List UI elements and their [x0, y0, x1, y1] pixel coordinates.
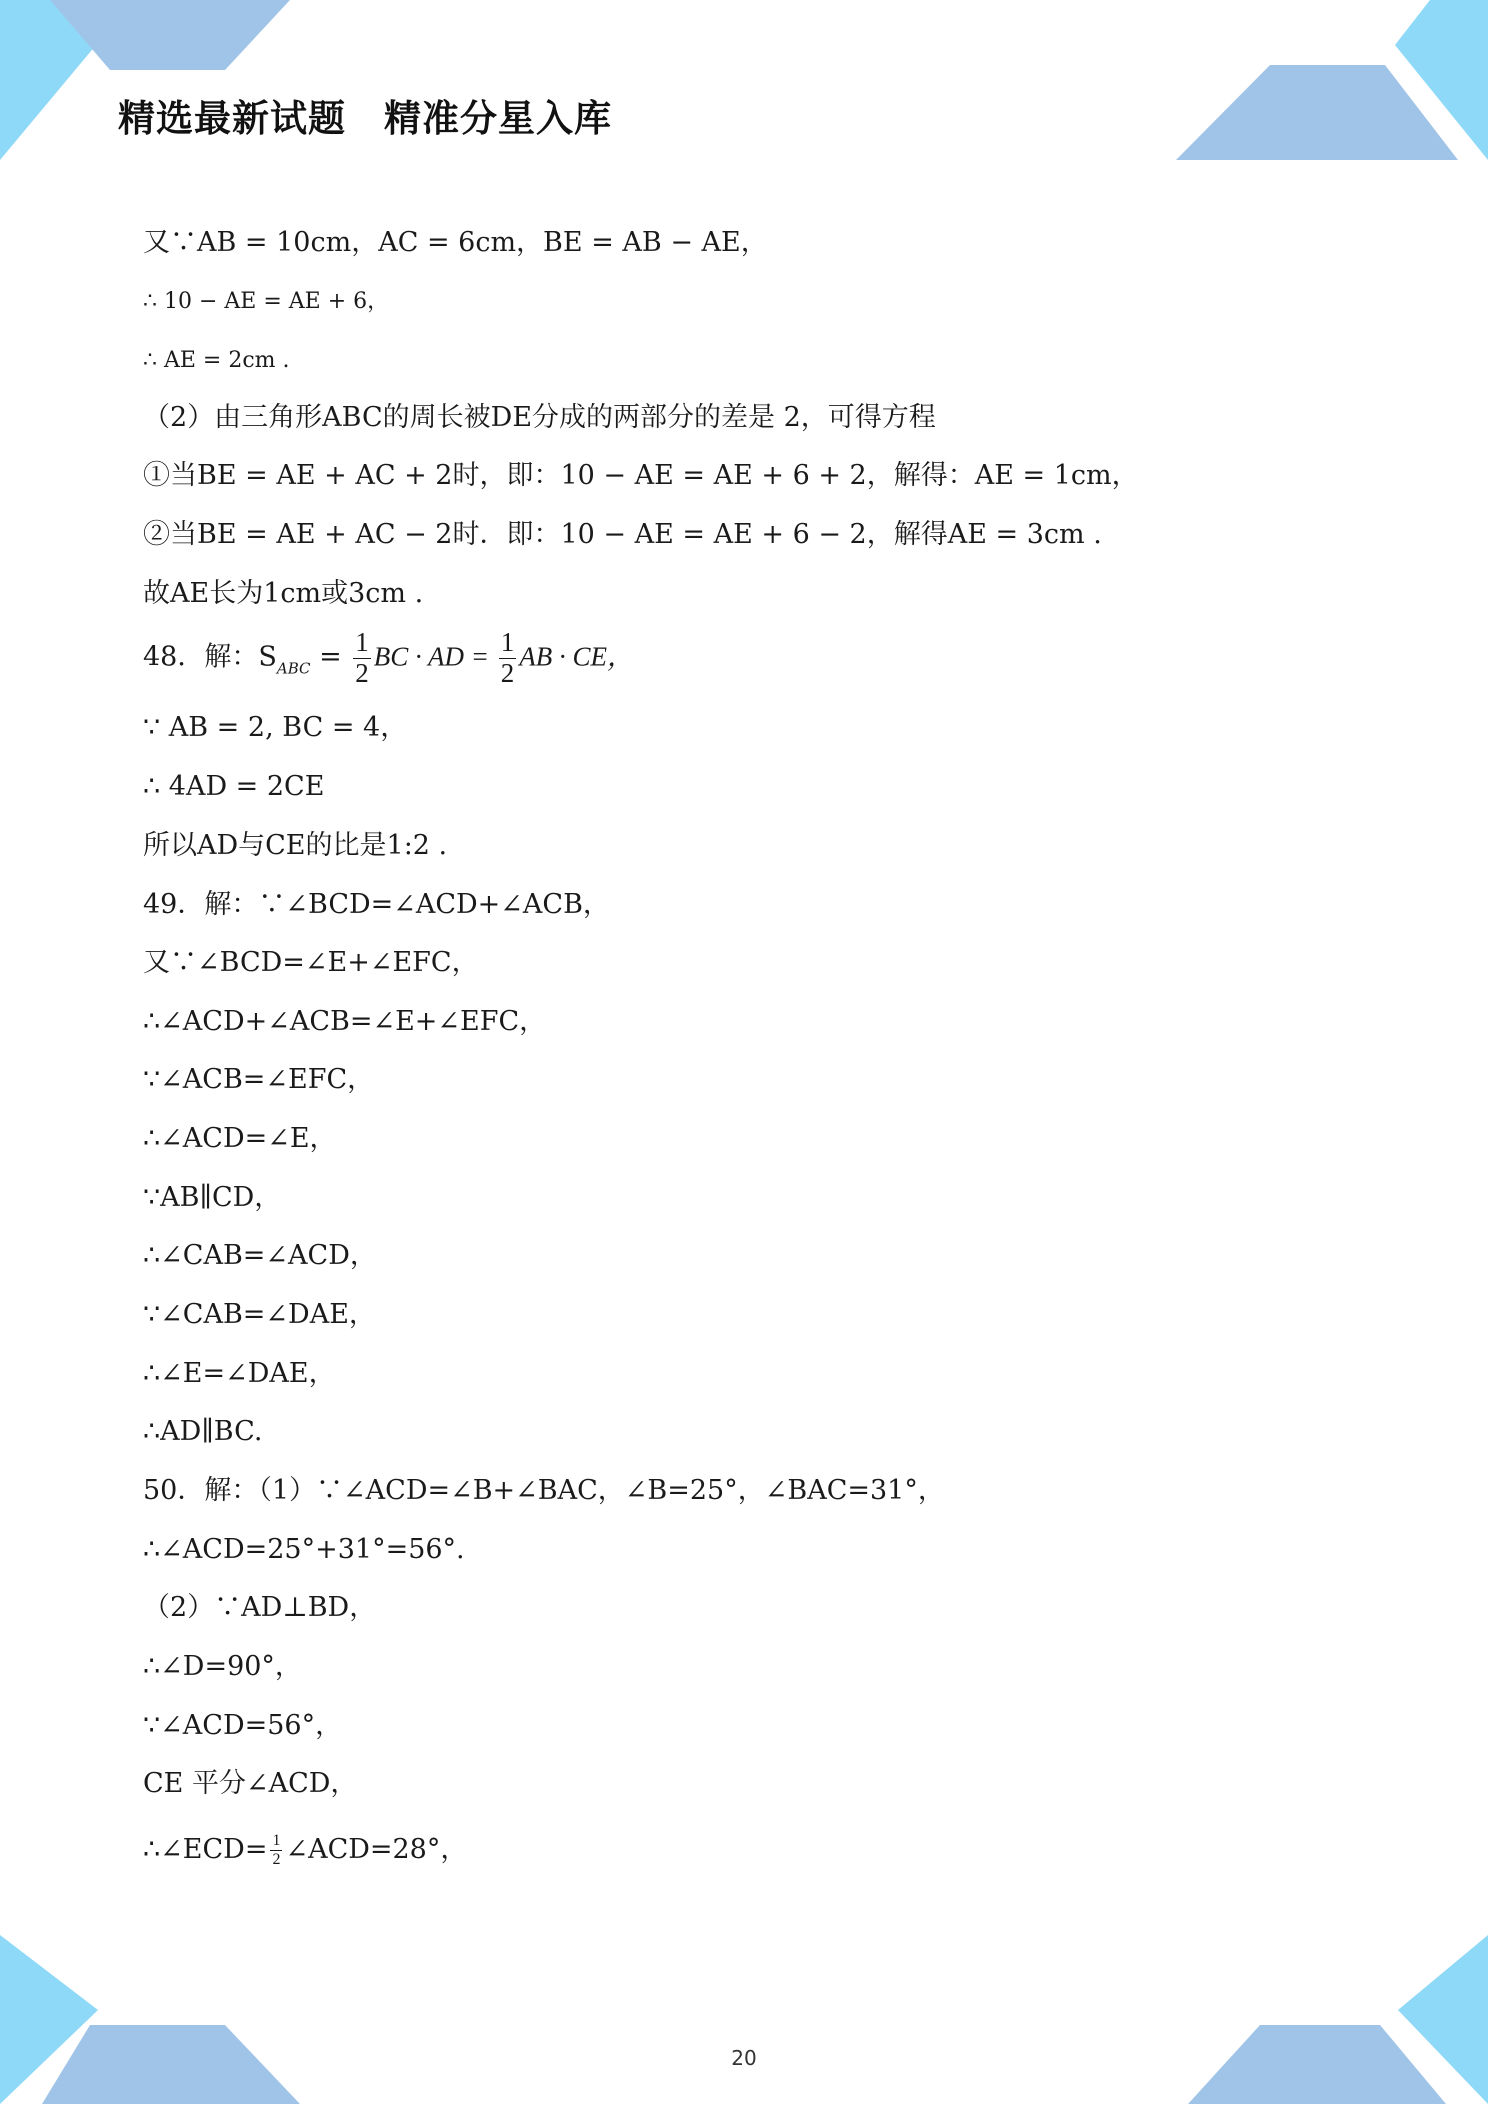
text-line: 又∵AB = 10cm，AC = 6cm，BE = AB − AE，	[143, 227, 768, 258]
fraction-half	[270, 1832, 282, 1868]
equation-line-ecd	[143, 1830, 467, 1870]
text-line: （2）∵AD⊥BD，	[143, 1592, 377, 1623]
eq-middle: BC · AD =	[373, 641, 496, 672]
text-line: 50．解：（1）∵∠ACD=∠B+∠BAC，∠B=25°，∠BAC=31°，	[143, 1475, 945, 1506]
eq-suffix: ∠ACD=28°，	[285, 1834, 468, 1865]
page-number: 20	[731, 2046, 757, 2070]
text-line: ∴∠D=90°，	[143, 1651, 302, 1682]
text-line: ∴∠CAB=∠ACD，	[143, 1240, 377, 1271]
text-line: 49．解：∵∠BCD=∠ACD+∠ACB，	[143, 889, 610, 920]
text-line: ∴ 4AD = 2CE	[143, 771, 325, 802]
eq-prefix: 48．解：S	[143, 641, 277, 673]
fraction-denominator: 2	[355, 657, 369, 688]
text-line: ∴∠ACD=∠E，	[143, 1123, 337, 1154]
eq-prefix: ∴∠ECD=	[143, 1834, 268, 1865]
text-line: 又∵∠BCD=∠E+∠EFC，	[143, 947, 479, 978]
fraction-numerator: 1	[500, 627, 515, 657]
fraction-numerator: 1	[272, 1832, 281, 1850]
text-line: 所以AD与CE的比是1:2 .	[143, 830, 448, 861]
text-line: ∵∠ACD=56°，	[143, 1710, 343, 1741]
text-line: ∴ 10 − AE = AE + 6，	[143, 289, 390, 314]
text-line: ∵∠ACB=∠EFC，	[143, 1064, 375, 1095]
text-line: ∴AD∥BC.	[143, 1416, 263, 1447]
fraction-denominator: 2	[500, 657, 515, 688]
fraction-half	[499, 628, 517, 688]
text-line: ∵∠CAB=∠DAE，	[143, 1299, 376, 1330]
text-line: ②当BE = AE + AC − 2时．即：10 − AE = AE + 6 − 2，解得AE = 3cm .	[143, 519, 1102, 550]
fraction-denominator: 2	[272, 1851, 281, 1868]
text-line: ∴ AE = 2cm .	[143, 348, 290, 373]
text-line: ①当BE = AE + AC + 2时，即：10 − AE = AE + 6 + 2，解得：AE = 1cm，	[143, 460, 1139, 491]
corner-trapezoid-top-left	[50, 0, 290, 70]
corner-trapezoid-top-right	[1176, 65, 1458, 160]
text-line: CE 平分∠ACD，	[143, 1768, 358, 1799]
text-line: ∵ AB = 2, BC = 4，	[143, 712, 408, 743]
text-line: ∴∠E=∠DAE，	[143, 1358, 336, 1389]
eq-subscript: ABC	[276, 659, 311, 678]
text-line: ∴∠ACD+∠ACB=∠E+∠EFC，	[143, 1006, 547, 1037]
header-title: 精选最新试题 精准分星入库	[118, 97, 612, 140]
text-line: ∴∠ACD=25°+31°=56°.	[143, 1534, 465, 1565]
fraction-numerator: 1	[355, 627, 369, 657]
equation-line-48	[143, 628, 634, 689]
fraction-half	[353, 628, 371, 688]
eq-suffix: AB · CE，	[519, 641, 635, 672]
text-line: 故AE长为1cm或3cm .	[143, 578, 424, 609]
text-line: （2）由三角形ABC的周长被DE分成的两部分的差是 2，可得方程	[143, 402, 936, 433]
text-line: ∵AB∥CD，	[143, 1182, 282, 1213]
eq-equals: =	[310, 641, 351, 673]
